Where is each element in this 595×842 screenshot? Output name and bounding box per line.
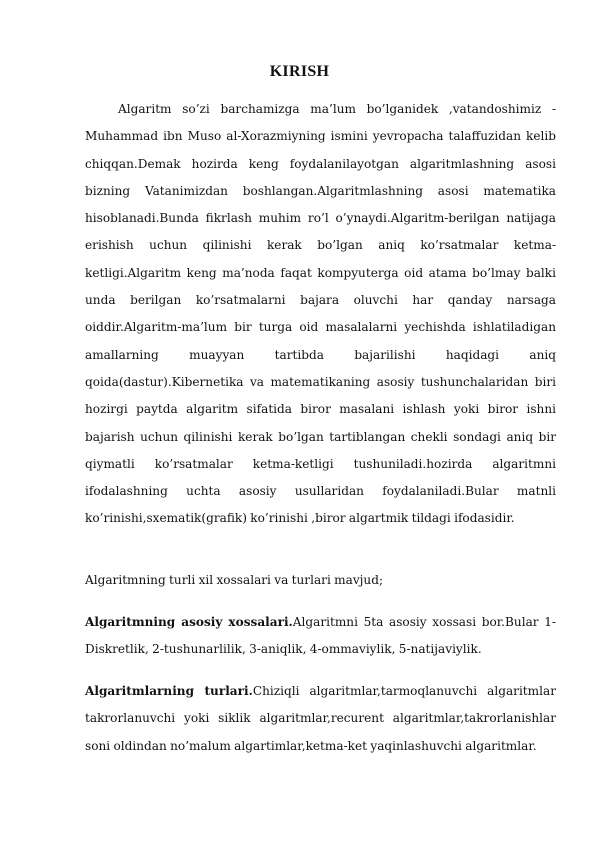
types-paragraph <box>85 678 556 760</box>
types-intro-paragraph: Algaritmning turli xil xossalari va turlari mavjud; <box>85 573 384 587</box>
page-title: KIRISH <box>269 63 330 80</box>
properties-paragraph <box>85 609 556 664</box>
intro-paragraph: Algaritm so’zi barchamizga ma’lum bo’lganidek ,vatandoshimiz - Muhammad ibn Muso al-Xorazmiyning ismini yevropacha talaffuzidan kelib chiqqan.Demak hozirda keng foydalanilayotgan algaritmlashning asosi bizning Vatanimizdan boshlangan.Algaritmlashning asosi matematika hisoblanadi.Bunda fikrlash muhim ro’l o’ynaydi.Algaritm-berilgan natijaga erishish uchun qilinishi kerak bo’lgan aniq ko’rsatmalar ketma-ketligi.Algaritm keng ma’noda faqat kompyuterga oid atama bo’lmay balki unda berilgan ko’rsatmalarni bajara oluvchi har qanday narsaga oiddir.Algaritm-ma’lum bir turga oid masalalarni yechishda ishlatiladigan amallarning muayyan tartibda bajarilishi haqidagi aniq qoida(dastur).Kibernetika va matematikaning asosiy tushunchalaridan biri hozirgi paytda algaritm sifatida biror masalani ishlash yoki biror ishni bajarish uchun qilinishi kerak bo’lgan tartiblangan chekli sondagi aniq bir qiymatli ko’rsatmalar ketma-ketligi tushuniladi.hozirda algaritmni ifodalashning uchta asosiy usullaridan foydalaniladi.Bular matnli ko’rinishi,sxematik(grafik) ko’rinishi ,biror algartmik tildagi ifodasidir. <box>85 102 556 526</box>
properties-text: Algaritmni 5ta asosiy xossasi bor.Bular 1-Diskretlik, 2-tushunarlilik, 3-aniqlik, 4-ommaviylik, 5-natijaviylik. <box>85 615 556 657</box>
types-heading: Algaritmlarning turlari. <box>85 684 253 698</box>
types-text: Chiziqli algaritmlar,tarmoqlanuvchi algaritmlar takrorlanuvchi yoki siklik algaritmlar,recurent algaritmlar,takrorlanishlar soni oldindan no’malum algartimlar,ketma-ket yaqinlashuvchi algaritmlar. <box>85 684 556 753</box>
properties-heading: Algaritmning asosiy xossalari. <box>85 615 293 629</box>
